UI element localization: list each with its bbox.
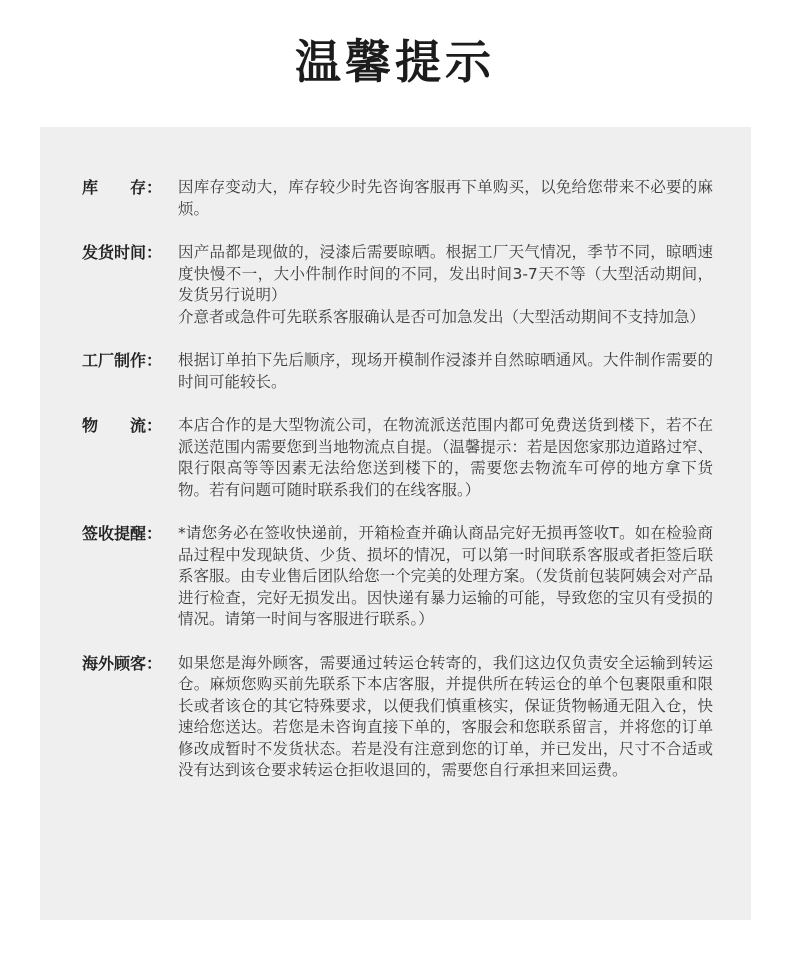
section-paragraph: 因库存变动大，库存较少时先咨询客服再下单购买，以免给您带来不必要的麻烦。 xyxy=(178,178,713,218)
section-overseas-customers xyxy=(82,653,713,782)
section-body xyxy=(178,653,713,782)
section-paragraph: 介意者或急件可先联系客服确认是否可加急发出（大型活动期间不支持加急） xyxy=(178,307,706,326)
section-label: 发货时间： xyxy=(82,243,163,262)
section-paragraph: 本店合作的是大型物流公司，在物流派送范围内都可免费送货到楼下，若不在派送范围内需要您到当地物流点自提。（温馨提示：若是因您家那边道路过窄、限行限高等等因素无法给您送到楼下的，需要您去物流车可停的地方拿下货物。若有问题可随时联系我们的在线客服。） xyxy=(178,416,713,499)
section-label: 库 存： xyxy=(82,178,163,197)
notice-panel xyxy=(40,127,751,920)
section-paragraph: *请您务必在签收快递前，开箱检查并确认商品完好无损再签收T。如在检验商品过程中发现缺货、少货、损坏的情况，可以第一时间联系客服或者拒签后联系客服。由专业售后团队给您一个完美的处理方案。（发货前包装阿姨会对产品进行检查，完好无损发出。因快递有暴力运输的可能，导致您的宝贝有受损的情况。请第一时间与客服进行联系。） xyxy=(178,524,713,628)
section-paragraph: 如果您是海外顾客，需要通过转运仓转寄的，我们这边仅负责安全运输到转运仓。麻烦您购买前先联系下本店客服，并提供所在转运仓的单个包裹限重和限长或者该仓的其它特殊要求，以便我们慎重核实，保证货物畅通无阻入仓，快速给您送达。若您是未咨询直接下单的，客服会和您联系留言，并将您的订单修改成暂时不发货状态。若是没有注意到您的订单，并已发出，尺寸不合适或没有达到该仓要求转运仓拒收退回的，需要您自行承担来回运费。 xyxy=(178,653,713,779)
section-inventory xyxy=(82,177,713,220)
section-logistics xyxy=(82,415,713,501)
section-factory-production xyxy=(82,350,713,393)
section-paragraph: 根据订单拍下先后顺序，现场开模制作浸漆并自然晾晒通风。大件制作需要的时间可能较长。 xyxy=(178,351,713,391)
section-paragraph: 因产品都是现做的，浸漆后需要晾晒。根据工厂天气情况，季节不同，晾晒速度快慢不一，大小件制作时间的不同，发出时间3-7天不等（大型活动期间，发货另行说明） xyxy=(178,243,713,304)
section-body xyxy=(178,177,713,220)
section-receipt-reminder xyxy=(82,523,713,631)
page-title: 温馨提示 xyxy=(295,35,495,89)
section-body xyxy=(178,350,713,393)
section-body xyxy=(178,523,713,631)
section-label: 签收提醒： xyxy=(82,524,163,543)
section-body xyxy=(178,415,713,501)
section-label: 工厂制作： xyxy=(82,351,163,370)
section-label: 海外顾客： xyxy=(82,653,163,673)
section-body xyxy=(178,242,713,328)
section-shipping-time xyxy=(82,242,713,328)
section-label: 物 流： xyxy=(82,416,163,435)
